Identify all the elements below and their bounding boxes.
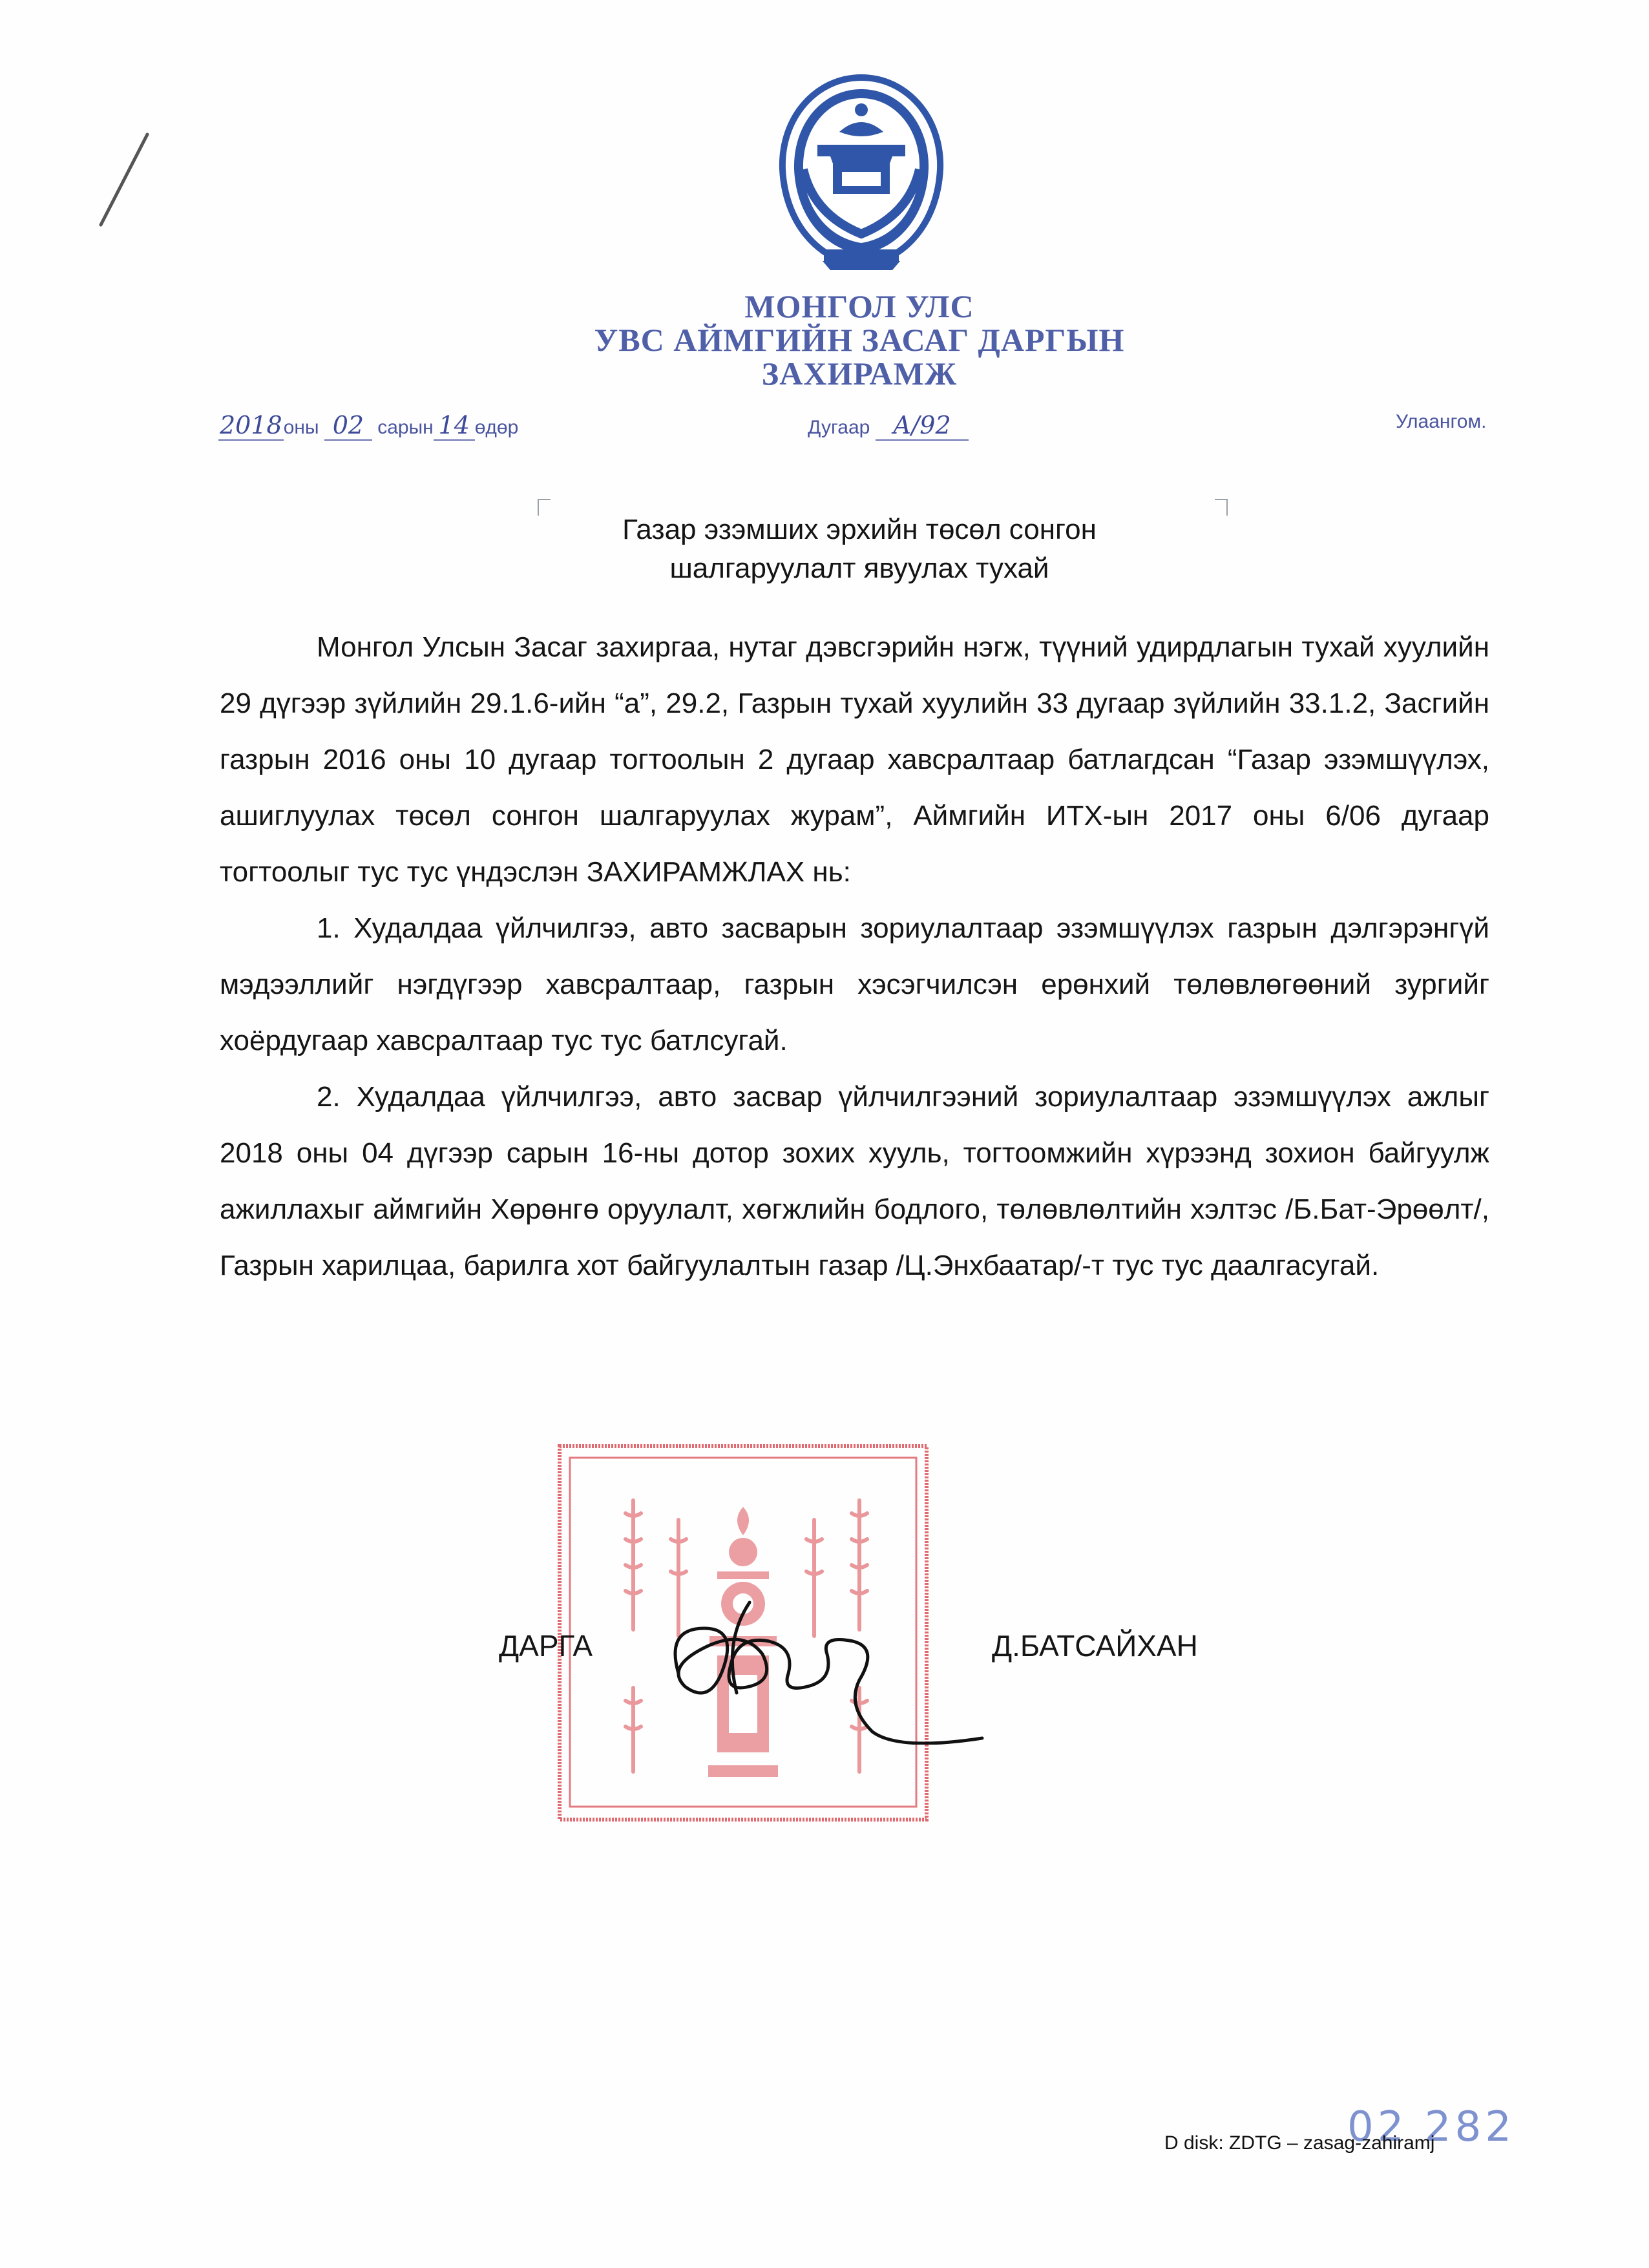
org-name-office: УВС АЙМГИЙН ЗАСАГ ДАРГЫН xyxy=(594,322,1125,358)
handwritten-signature xyxy=(653,1577,1002,1745)
pen-mark xyxy=(90,129,155,233)
date-day: 14 xyxy=(434,411,475,441)
body-item-1: 1. Худалдаа үйлчилгээ, авто засварын зориулалтаар эзэмшүүлэх газрын дэлгэрэнгүй мэдээллийг нэгдүгээр хавсралтаар, газрын хэсэгчилсэн ерөнхий төлөвлөгөөний зургийг хоёрдугаар хавсралтаар тус тус батлсугай. xyxy=(220,912,1489,1056)
document-title-line2: шалгаруулалт явуулах тухай xyxy=(669,552,1049,584)
state-emblem-icon xyxy=(777,72,945,273)
body-intro: Монгол Улсын Засаг захиргаа, нутаг дэвсгэрийн нэгж, түүний удирдлагын тухай хуулийн 29 дүгээр зүйлийн 29.1.6-ийн “а”, 29.2, Газрын тухай хуулийн 33 дугаар зүйлийн 33.1.2, Засгийн газрын 2016 оны 10 дугаар тогтоолын 2 дугаар хавсралтаар батлагдсан “Газар эзэмшүүлэх, ашиглуулах төсөл сонгон шалгаруулах журам”, Аймгийн ИТХ-ын 2017 оны 6/06 дугаар тогтоолыг тус тус үндэслэн ЗАХИРАМЖЛАХ нь: xyxy=(220,631,1489,888)
document-number xyxy=(808,411,969,441)
document-city: Улаангом. xyxy=(1396,411,1487,432)
date-day-suffix: өдөр xyxy=(474,417,519,438)
date-month: 02 xyxy=(324,411,372,441)
date-year-suffix: оны xyxy=(283,417,319,438)
registration-number: 02 282 xyxy=(1347,2103,1515,2151)
date-month-suffix: сарын xyxy=(377,417,434,438)
number-value: А/92 xyxy=(876,411,969,441)
footer-file-path: D disk: ZDTG – zasag-zahiramj xyxy=(1164,2132,1435,2154)
signatory-title: ДАРГА xyxy=(499,1629,593,1663)
org-name-country: МОНГОЛ УЛС xyxy=(744,288,974,324)
document-type: ЗАХИРАМЖ xyxy=(761,355,958,392)
signatory-name: Д.БАТСАЙХАН xyxy=(992,1629,1198,1663)
document-title-line1: Газар эзэмших эрхийн төсөл сонгон xyxy=(622,514,1097,545)
document-body xyxy=(220,619,1489,1294)
number-label: Дугаар xyxy=(808,417,870,438)
date-year: 2018 xyxy=(220,411,282,439)
document-date xyxy=(218,411,518,441)
body-item-2: 2. Худалдаа үйлчилгээ, авто засвар үйлчилгээний зориулалтаар эзэмшүүлэх ажлыг 2018 оны 04 дүгээр сарын 16-ны дотор зохих хууль, тогтоомжийн хүрээнд зохион байгуулж ажиллахыг аймгийн Хөрөнгө оруулалт, хөгжлийн бодлого, төлөвлөлтийн хэлтэс /Б.Бат-Эрөөлт/, Газрын харилцаа, барилга хот байгуулалтын газар /Ц.Энхбаатар/-т тус тус даалгасугай. xyxy=(220,1081,1489,1281)
